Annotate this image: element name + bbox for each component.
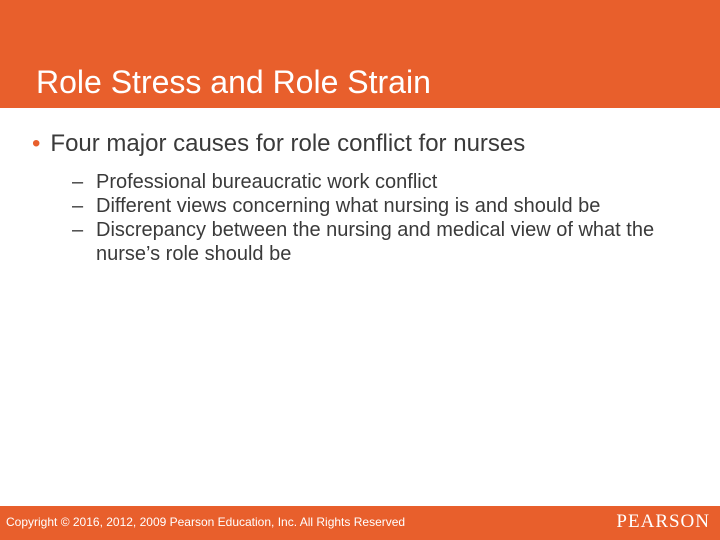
bullet-main-text: Four major causes for role conflict for nurses	[50, 130, 526, 157]
sub-bullet	[72, 170, 692, 194]
sub-bullet-marker: –	[72, 171, 84, 193]
sub-bullet-text: Professional bureaucratic work conflict	[96, 171, 438, 193]
sub-bullet-marker: –	[72, 195, 84, 217]
bullet-main	[32, 128, 525, 160]
sub-bullet-text: Discrepancy between the nursing and medical view of what the nurse’s role should be	[96, 219, 655, 265]
title-banner	[0, 0, 720, 108]
sub-bullet-text: Different views concerning what nursing is and should be	[96, 195, 601, 217]
bullet-marker: •	[32, 130, 41, 157]
title-divider	[0, 108, 720, 111]
sub-bullet	[72, 218, 692, 266]
sub-bullet	[72, 194, 692, 218]
copyright-text: Copyright © 2016, 2012, 2009 Pearson Education, Inc. All Rights Reserved	[6, 515, 406, 529]
footer-bar	[0, 506, 720, 540]
pearson-logo: PEARSON	[616, 511, 710, 532]
slide-title: Role Stress and Role Strain	[36, 64, 431, 100]
sub-bullet-list	[72, 170, 692, 266]
sub-bullet-marker: –	[72, 219, 84, 241]
